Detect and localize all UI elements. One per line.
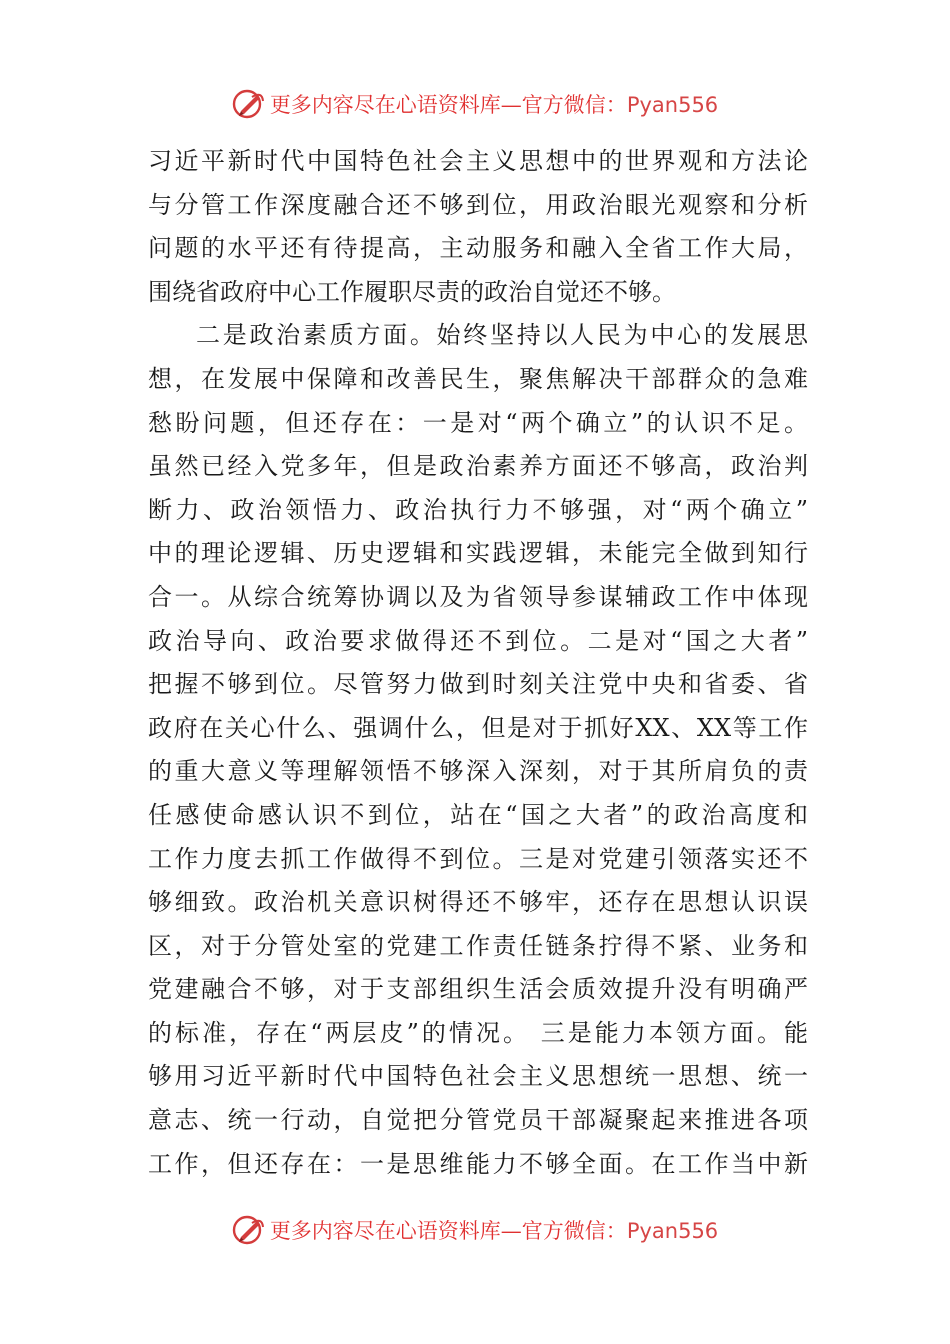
text-line: 的标准，存在“两层皮”的情况。 三是能力本领方面。能 [148, 1018, 808, 1047]
text-line: 把握不够到位。尽管努力做到时刻关注党中央和省委、省 [148, 670, 808, 699]
text-line: 工作，但还存在：一是思维能力不够全面。在工作当中新 [148, 1149, 808, 1178]
pen-circle-logo-icon [232, 87, 266, 121]
text-line: 政治导向、政治要求做得还不到位。二是对“国之大者” [148, 626, 808, 655]
text-line: 问题的水平还有待提高，主动服务和融入全省工作大局， [148, 234, 808, 263]
header-banner [0, 84, 950, 124]
wechat-id: Pyan556 [626, 1219, 719, 1243]
text-line: 合一。从综合统筹协调以及为省领导参谋辅政工作中体现 [148, 582, 808, 611]
text-line: 任感使命感认识不到位，站在“国之大者”的政治高度和 [148, 800, 808, 829]
text-line: 区，对于分管处室的党建工作责任链条拧得不紧、业务和 [148, 931, 808, 960]
text-line: 够用习近平新时代中国特色社会主义思想统一思想、统一 [148, 1062, 808, 1091]
text-line: 中的理论逻辑、历史逻辑和实践逻辑，未能完全做到知行 [148, 539, 808, 568]
text-line: 党建融合不够，对于支部组织生活会质效提升没有明确严 [148, 975, 808, 1004]
text-line: 围绕省政府中心工作履职尽责的政治自觉还不够。 [148, 277, 676, 306]
banner-text: 更多内容尽在心语资料库—官方微信：Pyan556 [269, 1219, 719, 1243]
text-line: 的重大意义等理解领悟不够深入深刻，对于其所肩负的责 [148, 757, 808, 786]
text-line: 工作力度去抓工作做得不到位。三是对党建引领落实还不 [148, 844, 808, 873]
document-body [148, 140, 808, 1186]
text-line: 愁盼问题，但还存在：一是对“两个确立”的认识不足。 [148, 408, 808, 437]
text-line: 断力、政治领悟力、政治执行力不够强，对“两个确立” [148, 495, 808, 524]
text-line: 二是政治素质方面。始终坚持以人民为中心的发展思 [196, 321, 808, 350]
banner-text: 更多内容尽在心语资料库—官方微信：Pyan556 [269, 93, 719, 117]
text-line: 与分管工作深度融合还不够到位，用政治眼光观察和分析 [148, 190, 808, 219]
text-line: 想，在发展中保障和改善民生，聚焦解决干部群众的急难 [148, 364, 808, 393]
text-line: 够细致。政治机关意识树得还不够牢，还存在思想认识误 [148, 888, 808, 917]
text-line: 政府在关心什么、强调什么，但是对于抓好XX、XX等工作 [148, 713, 808, 742]
footer-banner [0, 1210, 950, 1250]
text-line: 意志、统一行动，自觉把分管党员干部凝聚起来推进各项 [148, 1106, 808, 1135]
pen-circle-logo-icon [232, 1213, 266, 1247]
text-line: 习近平新时代中国特色社会主义思想中的世界观和方法论 [148, 147, 808, 175]
text-line: 虽然已经入党多年，但是政治素养方面还不够高，政治判 [148, 452, 808, 481]
wechat-id: Pyan556 [626, 93, 719, 117]
